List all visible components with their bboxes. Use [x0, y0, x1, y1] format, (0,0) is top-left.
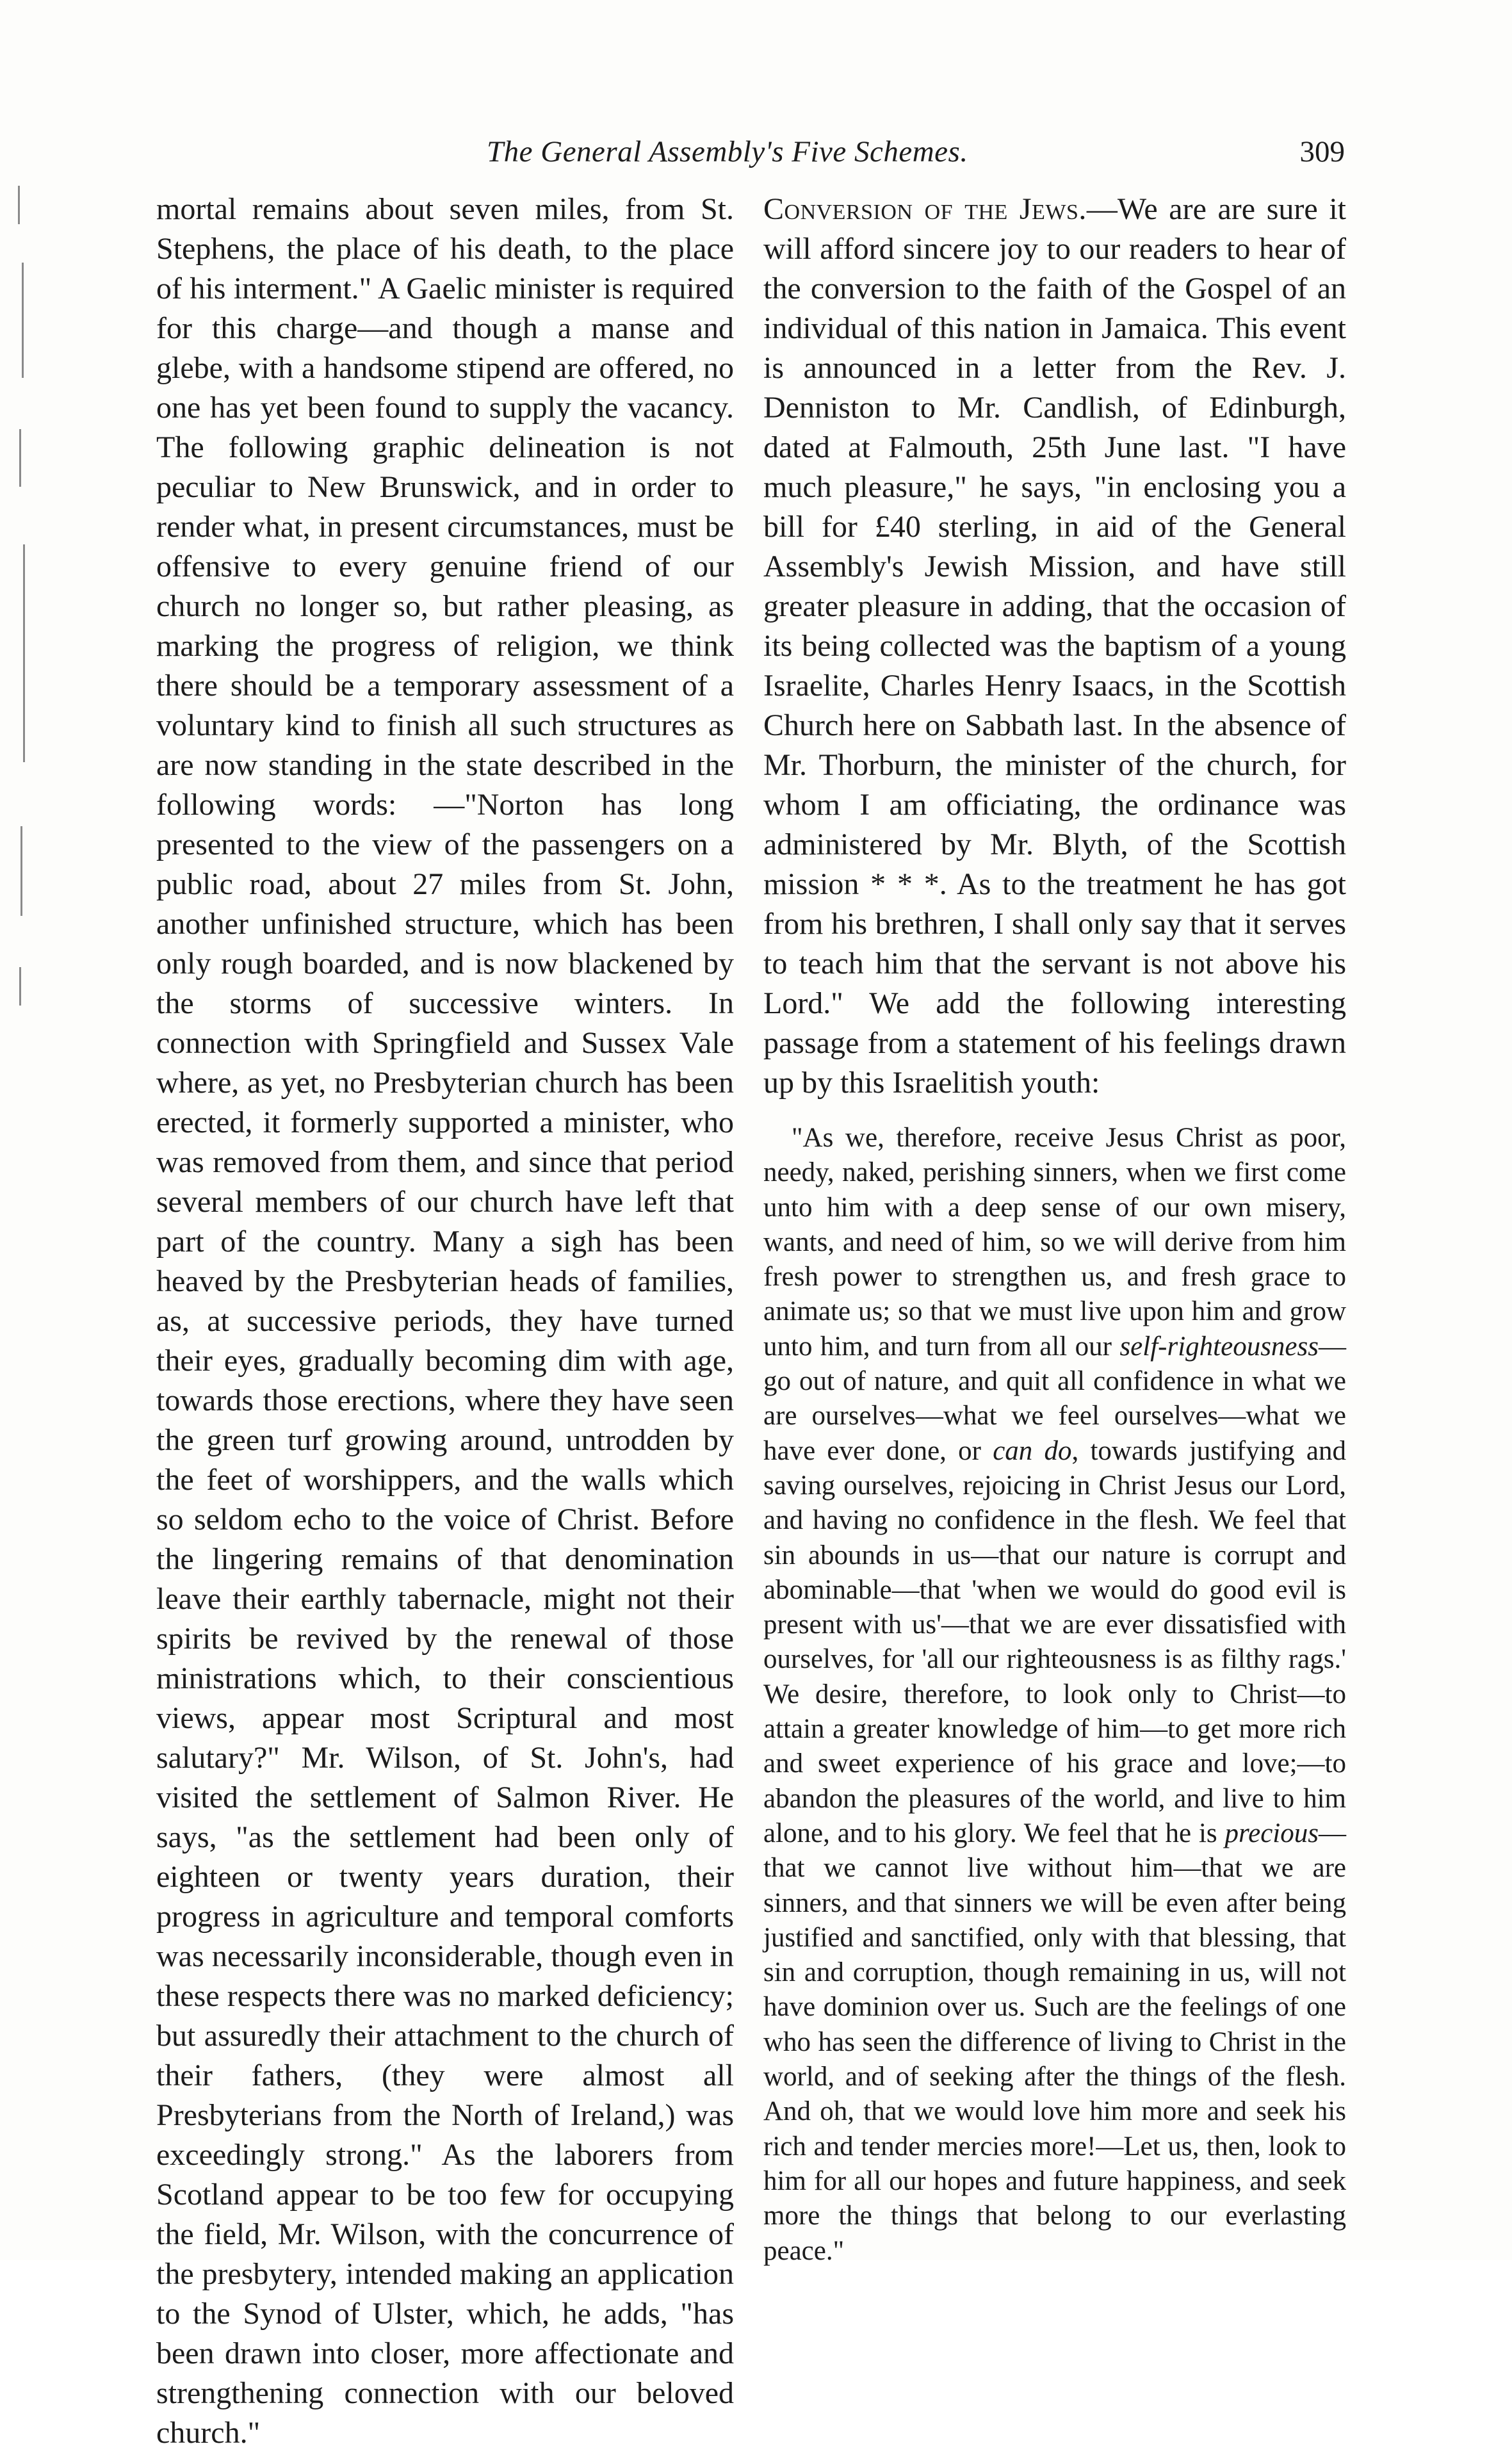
running-header-title: The General Assembly's Five Schemes. [487, 135, 968, 168]
scan-speck [18, 186, 20, 224]
scan-speck [20, 826, 22, 916]
left-column-paragraph: mortal remains about seven miles, from St. Stephens, the place of his death, to the place of his interment." A Gaelic minister is required for this charge—and though a manse and glebe, with a handsome stipend are offered, no one has yet been found to supply the vacancy. The following graphic delineation is not peculiar to New Brunswick, and in order to render what, in present circumstances, must be offensive to every genuine friend of our church no longer so, but rather pleasing, as marking the progress of religion, we think there should be a temporary assessment of a voluntary kind to finish all such structures as are now standing in the state described in the following words: —"Norton has long presented to the view of the passengers on a public road, about 27 miles from St. John, another unfinished structure, which has been only rough boarded, and is now blackened by the storms of successive winters. In connection with Springfield and Sussex Vale where, as yet, no Presbyterian church has been erected, it formerly supported a minister, who was removed from them, and since that period several members of our church have left that part of the country. Many a sigh has been heaved by the Presbyterian heads of families, as, at successive periods, they have turned their eyes, gradually becoming dim with age, towards those erections, where they have seen the green turf growing around, untrodden by the feet of worshippers, and the walls which so seldom echo to the voice of Christ. Before the lingering remains of that denomination leave their earthly tabernacle, might not their spirits be revived by the renewal of those ministrations which, to their conscientious views, appear most Scriptural and most salutary?" Mr. Wilson, of St. John's, had visited the settlement of Salmon River. He says, "as the settlement had been only of eighteen or twenty years duration, their progress in agriculture and temporal comforts was necessarily inconsiderable, though even in these respects there was no marked deficiency; but assuredly their attachment to the church of their fathers, (they were almost all Presbyterians from the North of Ireland,) was exceedingly strong." As the laborers from Scotland appear to be too few for occupying the field, Mr. Wilson, with the concurrence of the presbytery, intended making an application to the Synod of Ulster, which, he adds, "has been drawn into closer, more affectionate and strengthening connection with our beloved church." [156, 192, 734, 2450]
quote-italic-text: precious [1224, 1818, 1319, 1848]
right-column [763, 190, 1346, 2269]
running-header [154, 134, 1345, 173]
left-column [156, 190, 734, 2453]
quote-text: —go out of nature, and quit all confidence in what we are ourselves—what we feel ourselves—what we have ever done, or [763, 1331, 1346, 1466]
quote-text: —that we cannot live without him—that we are sinners, and that sinners we will be even after being justified and sanctified, only with that blessing, that sin and corruption, though remaining in us, will not have dominion over us. Such are the feelings of one who has seen the difference of living to Christ in the world, and of seeking after the things of the flesh. And oh, that we would love him more and seek his rich and tender mercies more!—Let us, then, look to him for all our hopes and future happiness, and seek more the things that belong to our everlasting peace." [763, 1818, 1346, 2266]
conversion-of-the-jews-paragraph [763, 190, 1346, 1103]
block-quote [763, 1121, 1346, 2269]
quote-text: "As we, therefore, receive Jesus Christ as poor, needy, naked, perishing sinners, when we first come unto him with a deep sense of our own misery, wants, and need of him, so we will derive from him fresh power to strengthen us, and fresh grace to animate us; so that we must live upon him and grow unto him, and turn from all our [763, 1123, 1346, 1362]
page-number: 309 [1299, 135, 1345, 168]
scan-speck [19, 967, 21, 1006]
section-body: —We are are sure it will afford sincere joy to our readers to hear of the conversion to the faith of the Gospel of an individual of this nation in Jamaica. This event is announced in a letter from the Rev. J. Denniston to Mr. Candlish, of Edinburgh, dated at Falmouth, 25th June last. "I have much pleasure," he says, "in enclosing you a bill for £40 sterling, in aid of the General Assembly's Jewish Mission, and have still greater pleasure in adding, that the occasion of its being collected was the baptism of a young Israelite, Charles Henry Isaacs, in the Scottish Church here on Sabbath last. In the absence of Mr. Thorburn, the minister of the church, for whom I am officiating, the ordinance was administered by Mr. Blyth, of the Scottish mission * * *. As to the treatment he has got from his brethren, I shall only say that it serves to teach him that the servant is not above his Lord." We add the following interesting passage from a statement of his feelings drawn up by this Israelitish youth: [763, 192, 1347, 1100]
scan-edge-artifacts [0, 160, 38, 1121]
quote-italic-text: self-righteousness [1119, 1331, 1319, 1362]
quote-text: , towards justifying and saving ourselves, rejoicing in Christ Jesus our Lord, and having no confidence in the flesh. We feel that sin abounds in us—that our nature is corrupt and abominable—that 'when we would do good evil is present with us'—that we are ever dissatisfied with ourselves, for 'all our righteousness is as filthy rags.' We desire, therefore, to look only to Christ—to attain a greater knowledge of him—to get more rich and sweet experience of his grace and love;—to abandon the pleasures of the world, and live to him alone, and to his glory. We feel that he is [763, 1435, 1346, 1848]
scan-speck [22, 263, 24, 378]
scan-speck [19, 429, 21, 487]
quote-italic-text: can do [993, 1435, 1072, 1466]
section-heading: Conversion of the Jews. [763, 192, 1087, 226]
scan-speck [23, 544, 25, 762]
